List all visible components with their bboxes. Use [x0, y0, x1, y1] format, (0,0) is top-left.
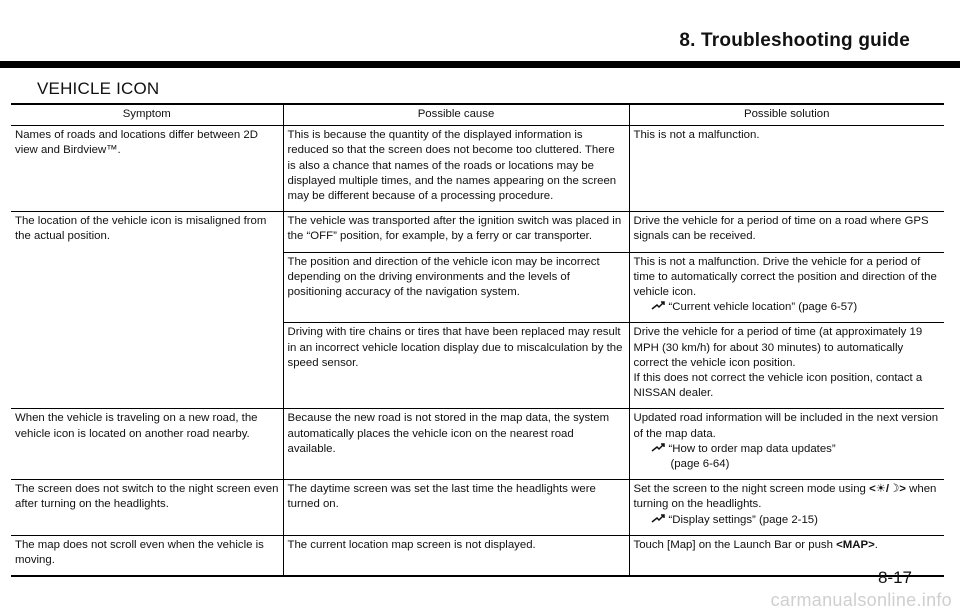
symptom-cell: The screen does not switch to the night screen even after turning on the headlights. [11, 480, 283, 536]
header-rule [0, 61, 960, 68]
reference-icon [651, 300, 666, 311]
solution-text: Updated road information will be included in the next version of the map data. [633, 412, 939, 440]
table-row [11, 535, 944, 576]
cause-cell: The daytime screen was set the last time the headlights were turned on. [283, 480, 629, 536]
solution-text: Touch [Map] on the Launch Bar or push [633, 538, 833, 551]
cause-cell: The current location map screen is not displayed. [283, 535, 629, 576]
reference-link[interactable] [634, 513, 941, 528]
header-symptom: Symptom [11, 104, 283, 126]
table-header-row [11, 104, 944, 126]
symptom-cell: When the vehicle is traveling on a new road, the vehicle icon is located on another road nearby. [11, 409, 283, 480]
solution-cell [629, 252, 944, 323]
reference-link[interactable] [634, 442, 941, 472]
table-row [11, 126, 944, 212]
reference-page: (page 6-64) [670, 458, 730, 471]
page-number: 8-17 [877, 568, 912, 587]
symptom-cell: The map does not scroll even when the vehicle is moving. [11, 535, 283, 576]
symptom-cell: Names of roads and locations differ between 2D view and Birdview™. [11, 126, 283, 212]
reference-text: “How to order map data updates” [668, 442, 836, 455]
solution-text: Set the screen to the night screen mode using [633, 483, 866, 496]
table-row [11, 212, 944, 252]
solution-cell [629, 480, 944, 536]
table-row [11, 409, 944, 480]
solution-cell [629, 323, 944, 409]
reference-icon [651, 513, 666, 524]
reference-link[interactable] [634, 300, 941, 315]
cause-cell: The vehicle was transported after the ignition switch was placed in the “OFF” position, for example, by a ferry or car transporter. [283, 212, 629, 252]
cause-cell: This is because the quantity of the displayed information is reduced so that the screen does not become too cluttered. There is also a chance that names of the roads or locations may be displayed multiple times, and the names appearing on the screen may be different because of a processing procedure. [283, 126, 629, 212]
solution-text-end: . [874, 538, 878, 551]
cause-cell: Because the new road is not stored in the map data, the system automatically places the vehicle icon on the nearest road available. [283, 409, 629, 480]
header-solution: Possible solution [629, 104, 944, 126]
section-title: VEHICLE ICON [37, 79, 160, 98]
reference-text: “Current vehicle location” (page 6-57) [668, 301, 858, 314]
reference-text: “Display settings” (page 2-15) [668, 513, 818, 526]
solution-text: This is not a malfunction. Drive the vehicle for a period of time to automatically correct the position and direction of the vehicle icon. [633, 255, 937, 299]
solution-text: Drive the vehicle for a period of time (at approximately 19 MPH (30 km/h) for about 30 minutes) to automatically correct the vehicle icon position. [633, 326, 923, 369]
map-key: <MAP> [836, 538, 875, 551]
symptom-cell: The location of the vehicle icon is misaligned from the actual position. [11, 212, 283, 409]
troubleshooting-table [11, 103, 944, 577]
cause-cell: Driving with tire chains or tires that have been replaced may result in an incorrect vehicle location display due to miscalculation by the speed sensor. [283, 323, 629, 409]
header-cause: Possible cause [283, 104, 629, 126]
table-row [11, 480, 944, 536]
cause-cell: The position and direction of the vehicle icon may be incorrect depending on the driving environments and the levels of positioning accuracy of the navigation system. [283, 252, 629, 323]
solution-text-end: when turning on the headlights. [633, 483, 937, 511]
solution-cell [629, 409, 944, 480]
chapter-title: 8. Troubleshooting guide [679, 30, 910, 51]
reference-icon [651, 442, 666, 453]
solution-cell: This is not a malfunction. [629, 126, 944, 212]
day-night-key: <☀/☽> [869, 483, 906, 496]
solution-extra-text: If this does not correct the vehicle icon position, contact a NISSAN dealer. [633, 372, 923, 400]
watermark: carmanualsonline.info [770, 590, 952, 610]
solution-cell: Drive the vehicle for a period of time on a road where GPS signals can be received. [629, 212, 944, 252]
